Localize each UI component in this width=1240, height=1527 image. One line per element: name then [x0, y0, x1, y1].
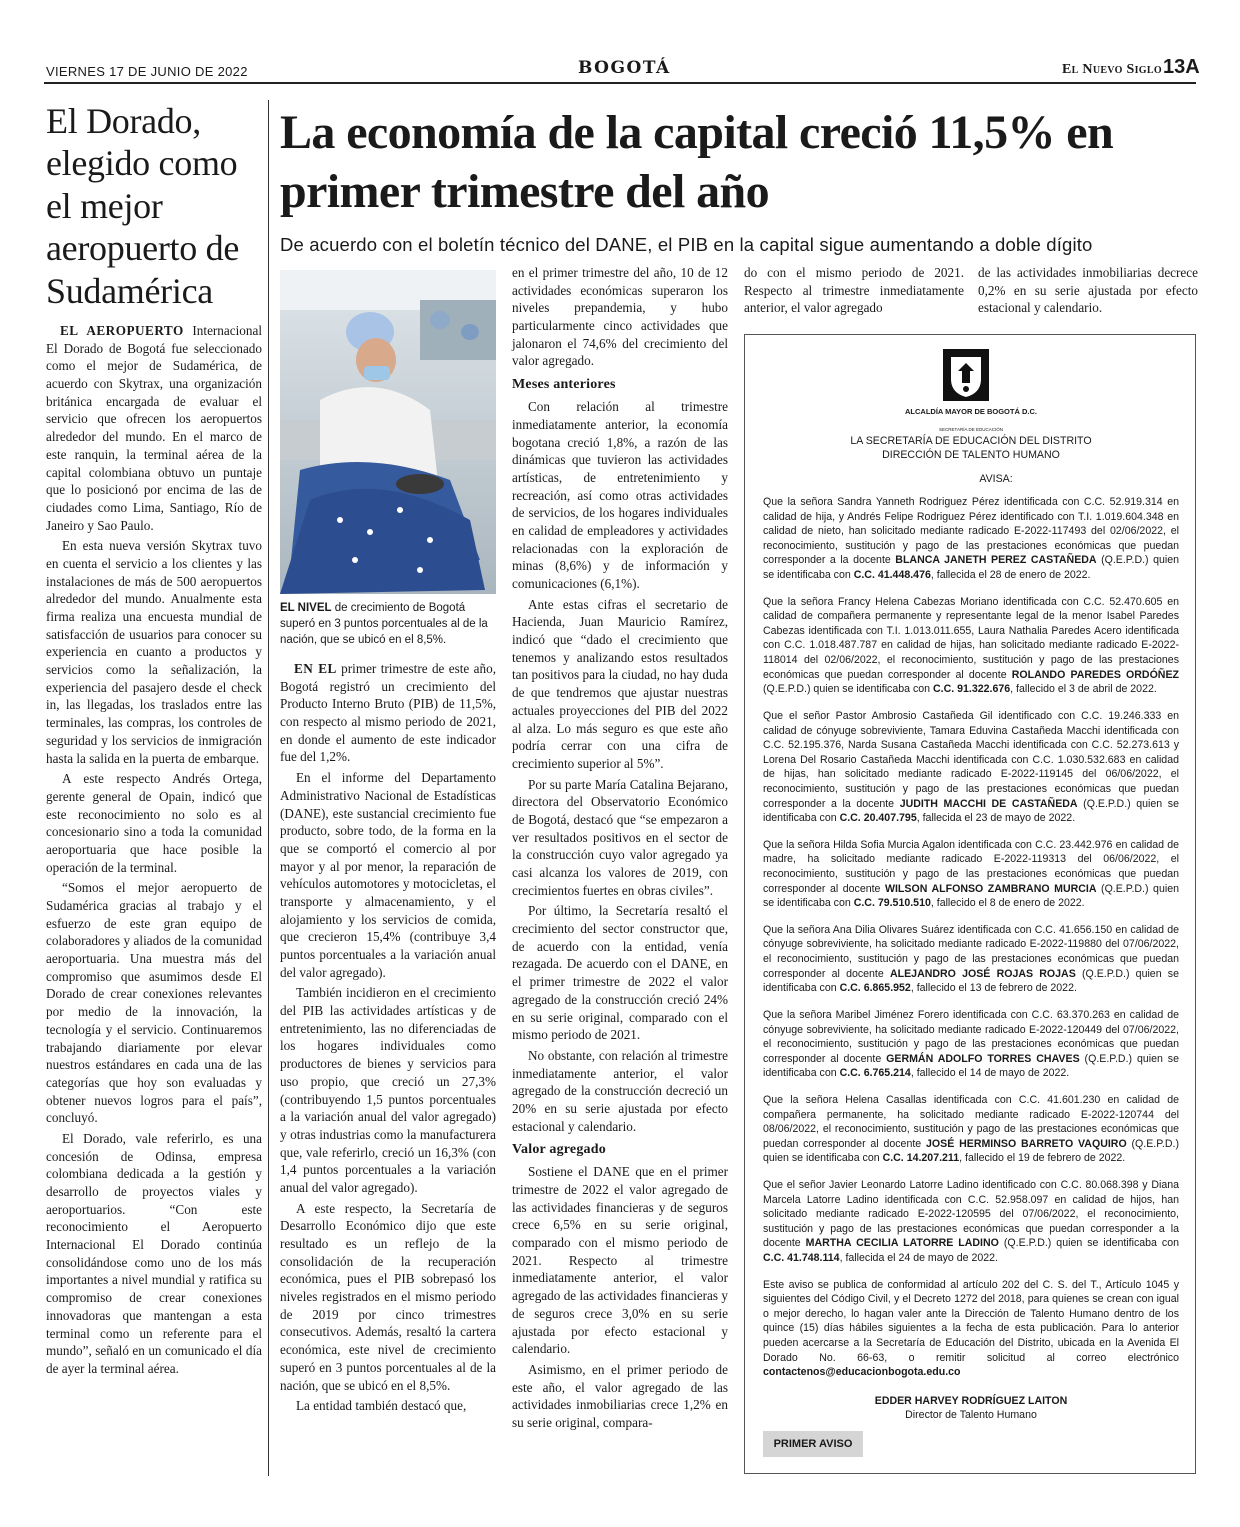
sidebar-paragraph: En esta nueva versión Skytrax tuvo en cuenta el servicio a los clientes y las instalaciones de más de 500 aeropuertos alrededor del mundo. Anualmente esta firma realiza una encuesta mundial de satisfacción de usuarios para conocer su experiencia en cuanto a productos y servicios como la señalización, la experiencia del pasajero desde el check in, las llegadas, los traslados entre las terminales, las compras, los controles de seguridad y los servicios de inmigración hasta la salida en la puerta de embarque.: [46, 538, 262, 766]
page-number: 13A: [1163, 56, 1200, 78]
article-column-2: [512, 264, 728, 1435]
factory-worker-photo: [280, 270, 496, 594]
article-leadin: EN EL: [294, 661, 337, 676]
notice-item: Que la señora Hilda Sofia Murcia Agalon identificada con C.C. 23.442.976 en calidad de madre, ha solicitado mediante radicado E-2022-119313 del 06/06/2022, el reconocimiento, sustitución y pago de las prestaciones económicas que puedan corresponder al docente WILSON ALFONSO ZAMBRANO MURCIA (Q.E.P.D.) quien se identificaba con C.C. 79.510.510, fallecido el 8 de enero de 2022.: [763, 838, 1179, 910]
sidebar-paragraph: EL AEROPUERTO Internacional El Dorado de Bogotá fue seleccionado como el mejor de Sudamérica, de acuerdo con Skytrax, una organización británica encargada de evaluar el servicio que ofrecen los aeropuertos alrededor del mundo. En el marco de este ranquin, la terminal aérea de la capital colombiana obtuvo un puntaje que lo posicionó por encima de las de ciudades como Lima, Santiago, Río de Janeiro y Sao Paulo.: [46, 323, 262, 533]
article-paragraph: en el primer trimestre del año, 10 de 12 actividades económicas superaron los niveles prepandemia, y hubo particularmente cinco actividades que jalonaron el 74,6% del crecimiento del valor agregado.: [512, 265, 728, 369]
notice-signer: EDDER HARVEY RODRÍGUEZ LAITON: [874, 1395, 1068, 1407]
article-column-3: [744, 264, 964, 320]
notice-item: Que el señor Javier Leonardo Latorre Ladino identificado con C.C. 80.068.398 y Diana Marcela Latorre Ladino identificada con C.C. 52.958.097 en calidad de hijos, han solicitado mediante radicado E-2022-120595 del 07/06/2022, el reconocimiento, sustitución y pago de las prestaciones económicas que puedan corresponder a la docente MARTHA CECILIA LATORRE LADINO (Q.E.P.D.) quien se identificaba con C.C. 41.748.114, fallecida el 24 de mayo de 2022.: [763, 1178, 1179, 1265]
sidebar-paragraph: A este respecto Andrés Ortega, gerente general de Opain, indicó que este reconocimiento no solo es al concesionario sino a toda la comunidad aeroportuaria que hace posible la operación de la terminal.: [46, 771, 262, 875]
header-rule: [44, 82, 1196, 84]
article-paragraph: La entidad también destacó que,: [296, 1398, 467, 1414]
subhead-valor-agregado: Valor agregado: [512, 1142, 606, 1158]
main-headline: La economía de la capital creció 11,5% en primer trimestre del año: [280, 106, 1114, 218]
main-subheadline: De acuerdo con el boletín técnico del DANE, el PIB en la capital sigue aumentando a doble dígito: [280, 234, 1093, 255]
notice-org-line2: DIRECCIÓN DE TALENTO HUMANO: [882, 449, 1060, 461]
article-paragraph: Sostiene el DANE que en el primer trimestre de 2022 el valor agregado de las actividades financieras y de seguros crece 6,5% en su serie original, comparado con el mismo periodo de 2021. Respecto al trimestre inmediatamente anterior, el valor agregado de las actividades financieras y de seguros crece 3,0% en su serie ajustada por efecto estacional y calendario.: [512, 1164, 728, 1357]
article-paragraph: EN EL primer trimestre de este año, Bogotá registró un crecimiento del Producto Interno Bruto (PIB) de 11,5%, con respecto al mismo periodo de 2021, en donde el aumento de este indicador fue del 1,2%.: [280, 661, 496, 765]
sidebar-leadin: EL AEROPUERTO: [60, 323, 184, 338]
article-paragraph: No obstante, con relación al trimestre inmediatamente anterior, el valor agregado de la construcción decreció un 20% en su serie ajustada por efecto estacional y calendario.: [512, 1047, 728, 1134]
notice-item: Que la señora Ana Dilia Olivares Suárez identificada con C.C. 41.656.150 en calidad de cónyuge sobreviviente, ha solicitado mediante radicado E-2022-119880 del 07/06/2022, el reconocimiento, sustitución y pago de las prestaciones económicas que puedan corresponder al docente ALEJANDRO JOSÉ ROJAS ROJAS (Q.E.P.D.) quien se identificaba con C.C. 6.865.952, fallecido el 13 de febrero de 2022.: [763, 923, 1179, 995]
article-paragraph: En el informe del Departamento Administrativo Nacional de Estadísticas (DANE), este sustancial crecimiento fue producto, sobre todo, de la forma en la que se comportó el comercio al por mayor y al por menor, la reparación de vehículos automotores y motocicletas, el transporte y almacenamiento, y el alojamiento y los servicios de comida, que crecieron 15,4% (contribuye 3,4 puntos porcentuales a la variación anual del valor agregado).: [280, 770, 496, 980]
notice-item: Que la señora Francy Helena Cabezas Moriano identificada con C.C. 52.470.605 en calidad de compañera permanente y representante legal de la menor Isabel Paredes Cabezas identificada con T.I. 1.013.011.655, Laura Nathalia Paredes Acero identificada con C.C. 1.018.487.787 en calidad de hijas, han solicitado mediante radicado E-2022-118014 del 02/06/2022, el reconocimiento, sustitución y pago de las prestaciones económicas que puedan corresponder al docente ROLANDO PAREDES ORDÓÑEZ (Q.E.P.D.) quien se identificaba con C.C. 91.322.676, fallecido el 3 de abril de 2022.: [763, 595, 1179, 696]
legal-notice-box: [744, 334, 1196, 1474]
notice-email-link[interactable]: contactenos@educacionbogota.edu.co: [763, 1366, 961, 1379]
article-column-4: [978, 264, 1198, 320]
notice-item: Que el señor Pastor Ambrosio Castañeda Gil identificado con C.C. 19.246.333 en calidad de cónyuge sobreviviente, Tamara Eduvina Castañeda Macchi identificada con C.C. 52.195.376, Narda Susana Castañeda Macchi identificada con C.C. 52.273.613 y Lorena Del Rosario Castañeda Macchi identificada con C.C. 1.030.532.683 en calidad de hijas, han solicitado mediante radicado E-2022-119145 del 06/06/2022, el reconocimiento, sustitución y pago de las prestaciones económicas que puedan corresponder a la docente JUDITH MACCHI DE CASTAÑEDA (Q.E.P.D.) quien se identificaba con C.C. 20.407.795, fallecida el 23 de mayo de 2022.: [763, 709, 1179, 825]
article-paragraph: Por su parte María Catalina Bejarano, directora del Observatorio Económico de Bogotá, destacó que “se empezaron a ver resultados positivos en el sector de la construcción cuyo valor agregado ya casi alcanza los valores de 2019, con crecimientos fuertes en obras civiles”.: [512, 776, 728, 898]
section-name: BOGOTÁ: [578, 58, 671, 78]
article-column-1: [280, 660, 496, 1418]
edition-date: VIERNES 17 DE JUNIO DE 2022: [46, 64, 248, 79]
notice-org-line1: LA SECRETARÍA DE EDUCACIÓN DEL DISTRITO: [850, 435, 1092, 447]
article-paragraph: do con el mismo periodo de 2021. Respecto al trimestre inmediatamente anterior, el valor agregado: [744, 265, 964, 316]
notice-item: Que la señora Helena Casallas identificada con C.C. 41.601.230 en calidad de compañera permanente, ha solicitado mediante radicado E-2022-120744 del 08/06/2022, el reconocimiento, sustitución y pago de las prestaciones económicas que puedan corresponder al docente JOSÉ HERMINSO BARRETO VAQUIRO (Q.E.P.D.) quien se identificaba con C.C. 14.207.211, fallecido el 19 de febrero de 2022.: [763, 1093, 1179, 1165]
sidebar-paragraph: “Somos el mejor aeropuerto de Sudamérica gracias al trabajo y el esfuerzo de este gran equipo de colaboradores y aliados de la comunidad aeroportuaria. Una muestra más del compromiso que asumimos desde El Dorado de crear conexiones relevantes por medio de la innovación, la tecnología y el servicio. Continuaremos trabajando diariamente por elevar nuestros estándares en cada una de las categorías que hoy son evaluadas y obtener nuevos logros para el país”, concluyó.: [46, 880, 262, 1126]
bogota-coat-of-arms-icon: [943, 349, 989, 401]
first-notice-badge: PRIMER AVISO: [763, 1431, 863, 1457]
article-paragraph: También incidieron en el crecimiento del PIB las actividades artísticas y de entretenimiento, las no diferenciadas de los hogares individuales como productores de bienes y servicios para uso propio, que creció un 27,3% (contribuyendo 1,5 puntos porcentuales a la variación anual del valor agregado) y otras industrias como la manufacturera que, vale referirlo, creció un 16,3% (con 1,4 puntos porcentuales a la variación anual del valor agregado).: [280, 985, 496, 1195]
article-paragraph: Ante estas cifras el secretario de Hacienda, Juan Mauricio Ramírez, indicó que “dado el crecimiento que tenemos y analizando estos resultados tan positivos para la ciudad, no hay duda de que tendremos que ajustar nuestras actuales proyecciones del PIB del 2022 al alza. Lo más seguro es que este año podría cerrar con una cifra de crecimiento superior al 5%”.: [512, 596, 728, 771]
article-paragraph: Por último, la Secretaría resaltó el crecimiento del sector constructor que, de acuerdo con la entidad, venía rezagada. De acuerdo con el DANE, en el primer trimestre de 2022 el valor agregado de la construcción creció 24% en su serie original, comparado con el mismo periodo de 2021.: [512, 903, 728, 1043]
factory-photo-illustration: [280, 270, 496, 594]
article-paragraph: A este respecto, la Secretaría de Desarrollo Económico dijo que este resultado es un reflejo de la consolidación de la recuperación económica, pues el PIB sobrepasó los niveles registrados en el mismo periodo de 2019 por cinco trimestres consecutivos. Además, resaltó la cartera económica, este nivel de crecimiento superó en 3 puntos porcentuales al de la nación, que se ubicó en el 8,5%.: [280, 1200, 496, 1393]
notice-closing: Este aviso se publica de conformidad al artículo 202 del C. S. del T., Artículo 1045 y siguientes del Código Civil, y el Decreto 1272 del 2018, para quienes se crean con igual o mejor derecho, lo hagan valer ante la Dirección de Talento Humano dentro de los quince (15) días hábiles siguientes a la fecha de esta publicación. Para lo anterior pueden acercarse a la Secretaría de Educación del Distrito, ubicada en la Avenida El Dorado No. 66-63, o remitir solicitud al correo electrónico contactenos@educacionbogota.edu.co: [763, 1278, 1179, 1379]
notice-item: Que la señora Sandra Yanneth Rodriguez Pérez identificada con C.C. 52.919.314 en calidad de hija, y Andrés Felipe Rodriguez Pérez identificado con T.I. 1.019.604.348 en calidad de nieto, han solicitado mediante radicado E-2022-117493 del 02/06/2022, el reconocimiento, sustitución y pago de las prestaciones económicas que puedan corresponder a la docente BLANCA JANETH PEREZ CASTAÑEDA (Q.E.P.D.) quien se identificaba con C.C. 41.448.476, fallecida el 28 de enero de 2022.: [763, 496, 1179, 582]
sidebar-headline: El Dorado, elegido como el mejor aeropuerto de Sudamérica: [46, 101, 239, 311]
article-paragraph: Con relación al trimestre inmediatamente anterior, la economía bogotana creció 1,8%, a razón de las dinámicas que tuvieron las actividades artísticas, de entretenimiento y recreación, así como otras actividades de servicios, de los hogares individuales en calidad de empleadores y actividades relacionadas con la exploración de minas (8,6%) y de información y comunicaciones (6,1%).: [512, 399, 728, 591]
seal-tagline: SECRETARÍA DE EDUCACIÓN: [939, 427, 1003, 432]
photo-caption: EL NIVEL de crecimiento de Bogotá superó en 3 puntos porcentuales al de la nación, que se ubicó en el 8,5%.: [280, 602, 488, 647]
article-paragraph: Asimismo, en el primer periodo de este año, el valor agregado de las actividades inmobiliarias crece 1,2% en su serie original, compara-: [512, 1361, 728, 1430]
notice-item: Que la señora Maribel Jiménez Forero identificada con C.C. 63.370.263 en calidad de cónyuge sobreviviente, ha solicitado mediante radicado E-2022-120449 del 07/06/2022, el reconocimiento, sustitución y pago de las prestaciones económicas que puedan corresponder al docente GERMÁN ADOLFO TORRES CHAVES (Q.E.P.D.) quien se identificaba con C.C. 6.765.214, fallecido el 14 de mayo de 2022.: [763, 1008, 1179, 1080]
sidebar-body: [46, 322, 262, 1381]
article-paragraph: de las actividades inmobiliarias decrece 0,2% en su serie ajustada por efecto estacional y calendario.: [978, 265, 1198, 316]
seal-name: ALCALDÍA MAYOR DE BOGOTÁ D.C.: [905, 407, 1037, 416]
notice-signer-role: Director de Talento Humano: [905, 1409, 1037, 1421]
sidebar-paragraph: El Dorado, vale referirlo, es una concesión de Odinsa, empresa colombiana dedicada a la gestión y desarrollo de proyectos viales y aeroportuarios. “Con este reconocimiento el Aeropuerto Internacional El Dorado continúa consolidándose como uno de los más importantes a nivel mundial y ratifica su compromiso de crear conexiones innovadoras que mantengan a esta terminal como un referente para el mundo”, señaló en un comunicado el día de ayer la terminal aérea.: [46, 1130, 262, 1376]
column-divider: [268, 100, 269, 1476]
newspaper-name: El Nuevo Siglo: [1062, 62, 1162, 77]
notice-avisa: AVISA:: [979, 473, 1013, 485]
subhead-meses-anteriores: Meses anteriores: [512, 377, 616, 393]
notice-body: [763, 495, 1179, 1392]
